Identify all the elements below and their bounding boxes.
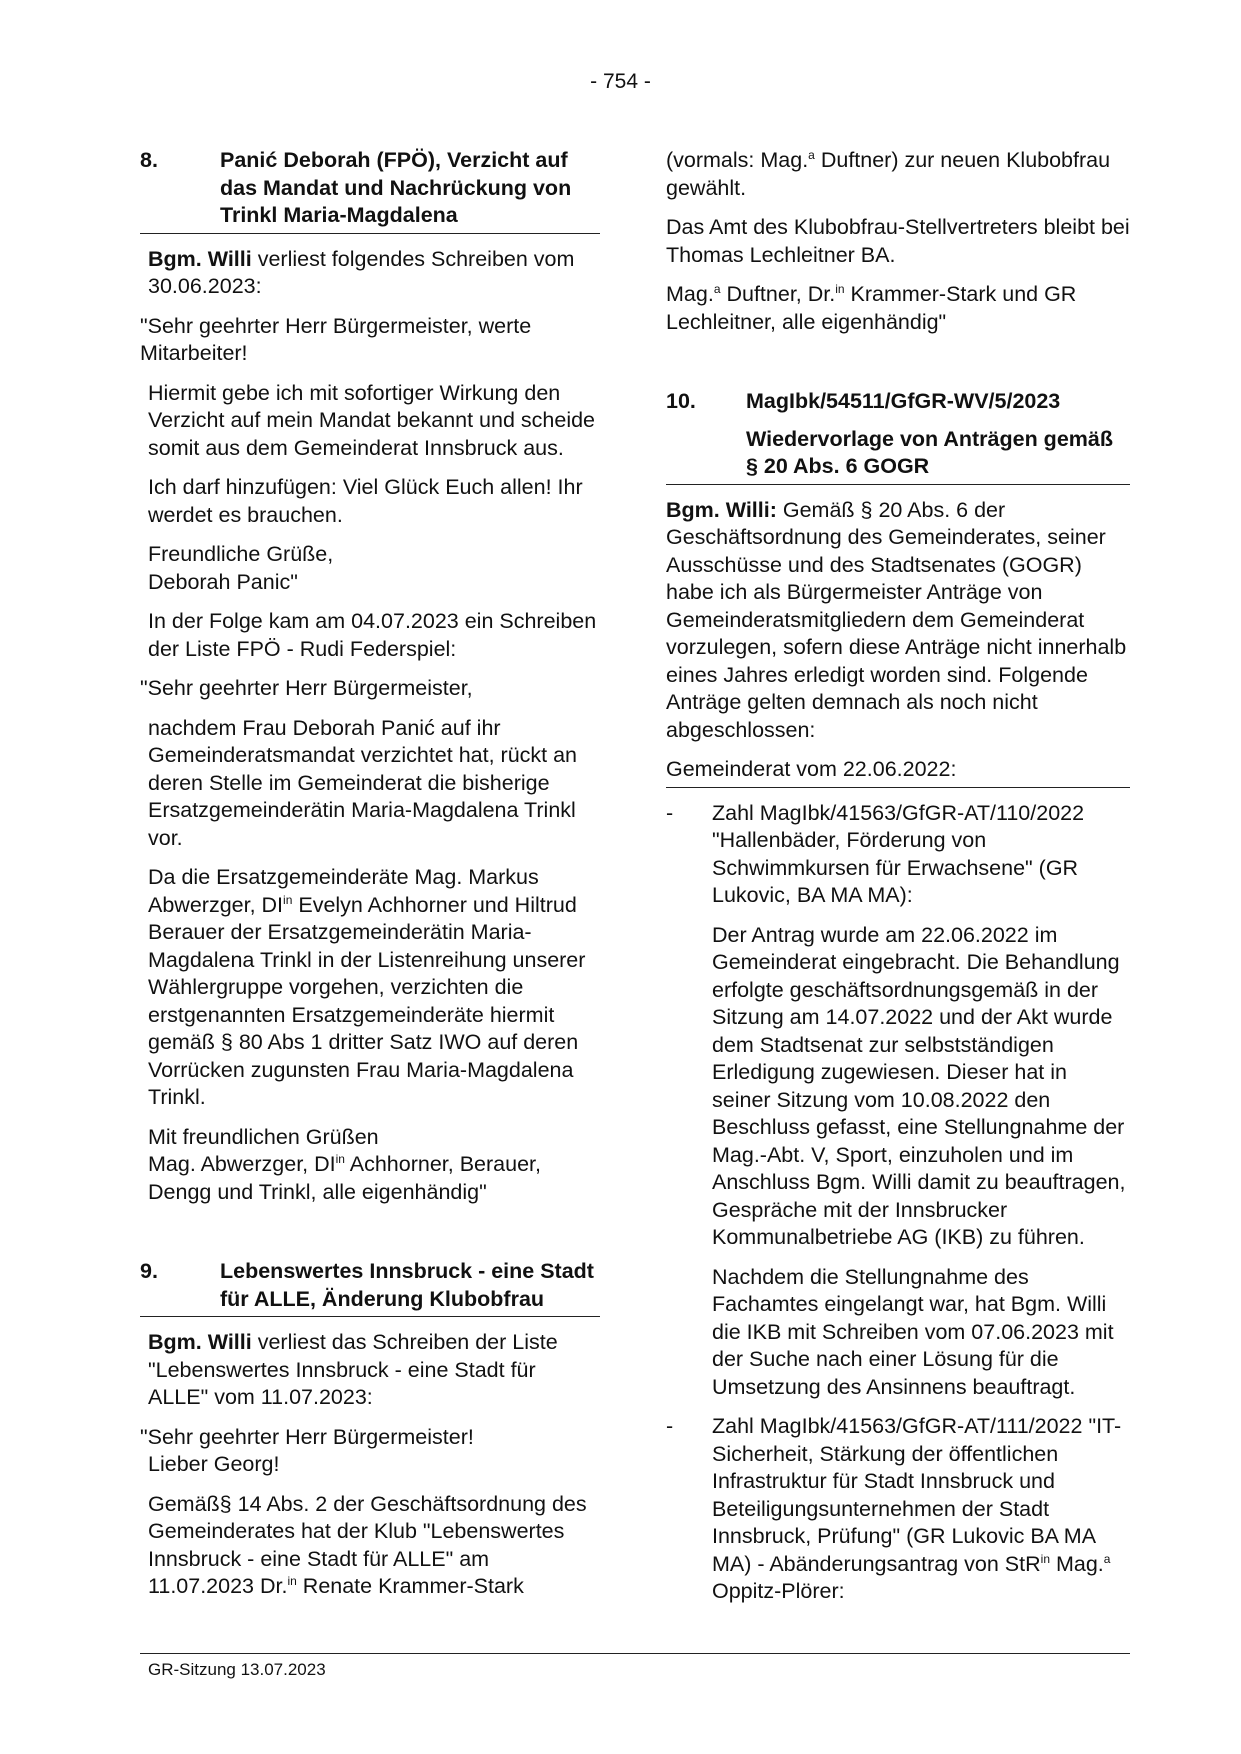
- paragraph: Ich darf hinzufügen: Viel Glück Euch allen! Ihr werdet es brauchen.: [148, 475, 583, 527]
- bullet-dash: -: [666, 800, 674, 825]
- speaker: Bgm. Willi:: [666, 497, 777, 522]
- section-8-number: 8.: [140, 148, 158, 172]
- paragraph: Hiermit gebe ich mit sofortiger Wirkung den Verzicht auf mein Mandat bekannt und scheide somit aus dem Gemeinderat Innsbruck aus.: [148, 380, 596, 460]
- paragraph: Der Antrag wurde am 22.06.2022 im Gemeinderat eingebracht. Die Behandlung erfolgte geschäftsordnungsgemäß in der Sitzung am 14.07.2022 und der Akt wurde dem Stadtsenat zur selbstständigen Erledigung zugewiesen. Dieser hat in seiner Sitzung vom 10.08.2022 den Beschluss gefasst, eine Stellungnahme der Mag.-Abt. V, Sport, einzuholen und im Anschluss Bgm. Willi damit zu beauftragen, Gespräche mit der Innsbrucker Kommunalbetriebe AG (IKB) zu führen.: [712, 922, 1126, 1249]
- bullet-dash: -: [666, 1414, 674, 1438]
- quote-start: "Sehr geehrter Herr Bürgermeister, werte Mitarbeiter!: [140, 313, 532, 365]
- paragraph: Bgm. Willi verliest das Schreiben der Liste "Lebenswertes Innsbruck - eine Stadt für ALLE" vom 11.07.2023:: [148, 1330, 558, 1409]
- section-8-heading: [140, 147, 600, 234]
- paragraph: Gemäß§ 14 Abs. 2 der Geschäftsordnung des Gemeinderates hat der Klub "Lebenswertes Innsbruck - eine Stadt für ALLE" am 11.07.2023 Dr.$^{in}$ Renate Krammer-Stark: [148, 1491, 587, 1598]
- paragraph: (vormals: Mag.$^a$ Duftner) zur neuen Klubobfrau gewählt.: [666, 147, 1111, 200]
- section-10-title-row: [666, 426, 1130, 485]
- section-9-title: Lebenswertes Innsbruck - eine Stadt für ALLE, Änderung Klubobfrau: [220, 1259, 594, 1311]
- right-column: [666, 147, 1130, 1618]
- list-item: [666, 1413, 1130, 1606]
- session-date: Gemeinderat vom 22.06.2022:: [666, 756, 1130, 788]
- paragraph: Da die Ersatzgemeinderäte Mag. Markus Abwerzger, $DI^{in}$ Evelyn Achhorner und Hiltrud Berauer der Ersatzgemeinderätin Maria-Magdalena Trinkl in der Listenreihung unserer Wählergruppe vorgehen, verzichten die erstgenannten Ersatzgemeinderäte hiermit gemäß § 80 Abs 1 dritter Satz IWO auf deren Vorrücken zugunsten Frau Maria-Magdalena Trinkl.: [148, 865, 586, 1109]
- section-10-title: Wiedervorlage von Anträgen gemäß § 20 Abs. 6 GOGR: [746, 426, 1113, 478]
- speaker: Bgm. Willi: [148, 246, 252, 271]
- section-8-title: Panić Deborah (FPÖ), Verzicht auf das Mandat und Nachrückung von Trinkl Maria-Magdalena: [220, 148, 572, 227]
- section-9-heading: [140, 1258, 600, 1317]
- paragraph: Bgm. Willi verliest folgendes Schreiben vom 30.06.2023:: [148, 246, 575, 298]
- paragraph: Nachdem die Stellungnahme des Fachamtes eingelangt war, hat Bgm. Willi die IKB mit Schreiben vom 07.06.2023 mit der Suche nach einer Lösung für die Umsetzung des Ansinnens beauftragt.: [712, 1264, 1114, 1399]
- page-number: - 754 -: [590, 70, 651, 93]
- signature: Mit freundlichen Grüßen Mag. Abwerzger, $DI^{in}$ Achhorner, Berauer, Dengg und Trinkl, alle eigenhändig": [148, 1124, 541, 1204]
- paragraph: Bgm. Willi: Gemäß § 20 Abs. 6 der Geschäftsordnung des Gemeinderates, seiner Ausschüsse und des Stadtsenates (GOGR) habe ich als Bürgermeister Anträge von Gemeinderatsmitgliedern dem Gemeinderat vorzulegen, sofern diese Anträge nicht innerhalb eines Jahres erledigt worden sind. Folgende Anträge gelten demnach als noch nicht abgeschlossen:: [666, 497, 1127, 742]
- section-10-number: 10.: [666, 389, 696, 413]
- section-10-reference: MagIbk/54511/GfGR-WV/5/2023: [746, 389, 1061, 413]
- quote-start: "Sehr geehrter Herr Bürgermeister! Lieber Georg!: [140, 1424, 474, 1476]
- signature: Freundliche Grüße, Deborah Panic": [148, 542, 334, 594]
- paragraph: Das Amt des Klubobfrau-Stellvertreters bleibt bei Thomas Lechleitner BA.: [666, 215, 1130, 267]
- signature: Mag.$^a$ Duftner, Dr.$^{in}$ Krammer-Stark und GR Lechleitner, alle eigenhändig": [666, 281, 1077, 334]
- list-item: [666, 800, 1130, 910]
- section-10-heading: [666, 388, 1130, 416]
- motion-reference: Zahl MagIbk/41563/GfGR-AT/111/2022 "IT-Sicherheit, Stärkung der öffentlichen Infrastruktur für Stadt Innsbruck und Beteiligungsunternehmen der Stadt Innsbruck, Prüfung" (GR Lukovic BA MA MA) - Abänderungsantrag von StR$^{in}$ Mag.$^a$ Oppitz-Plörer:: [712, 1414, 1122, 1603]
- section-9-number: 9.: [140, 1259, 158, 1283]
- motion-reference: Zahl MagIbk/41563/GfGR-AT/110/2022 "Hallenbäder, Förderung von Schwimmkursen für Erwachsene" (GR Lukovic, BA MA MA):: [712, 800, 1085, 907]
- quote-start: "Sehr geehrter Herr Bürgermeister,: [140, 676, 473, 700]
- left-column: [140, 147, 600, 1613]
- footer: GR-Sitzung 13.07.2023: [148, 1660, 326, 1679]
- paragraph: In der Folge kam am 04.07.2023 ein Schreiben der Liste FPÖ - Rudi Federspiel:: [148, 609, 597, 661]
- paragraph: nachdem Frau Deborah Panić auf ihr Gemeinderatsmandat verzichtet hat, rückt an deren Stelle im Gemeinderat die bisherige Ersatzgemeinderätin Maria-Magdalena Trinkl vor.: [148, 715, 578, 850]
- footer-rule: [140, 1653, 1130, 1654]
- speaker: Bgm. Willi: [148, 1330, 252, 1354]
